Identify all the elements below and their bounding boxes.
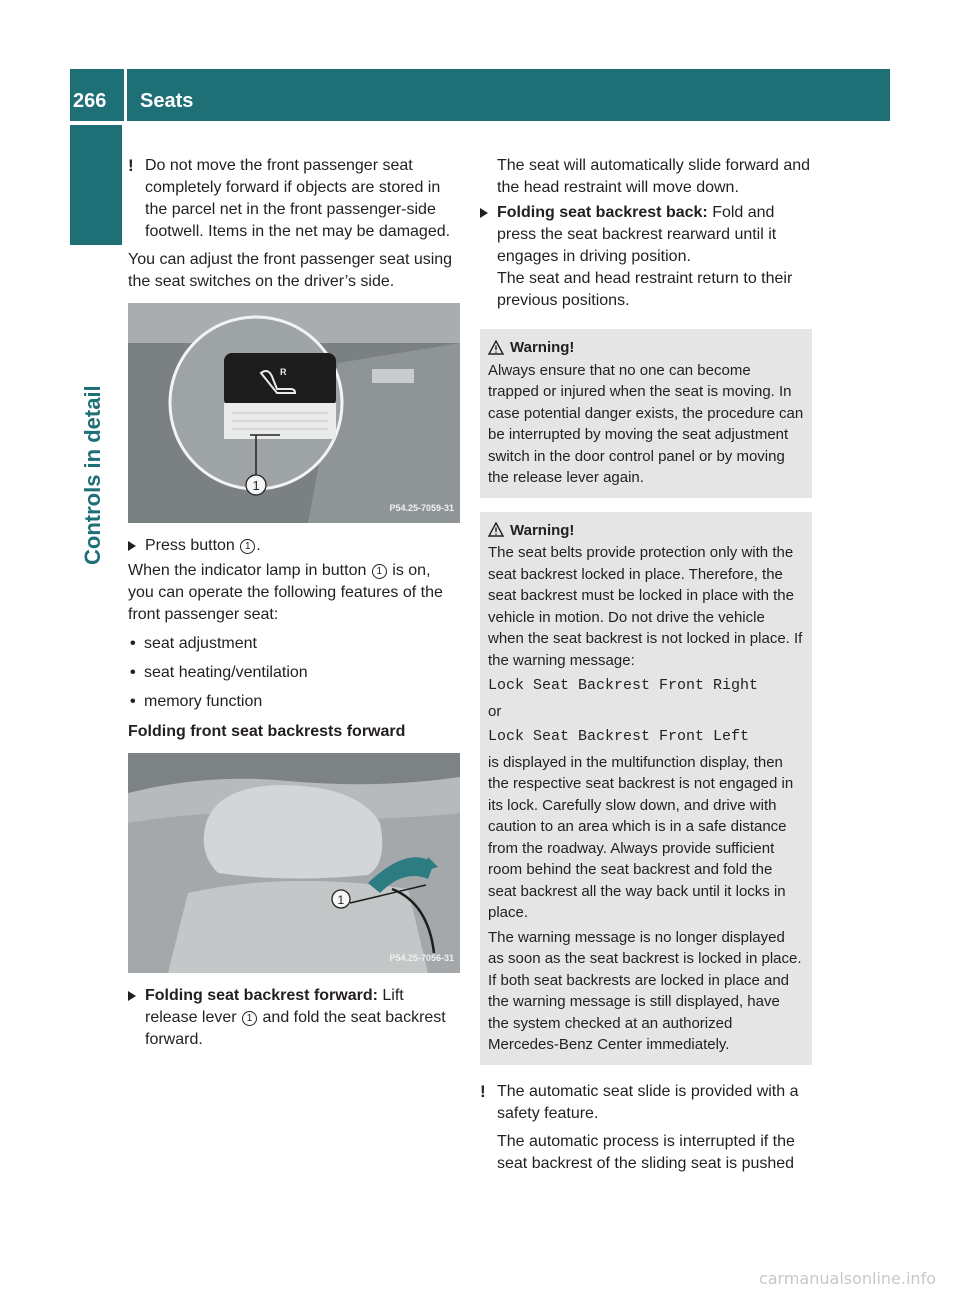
list-item-text: seat heating/ventilation <box>144 664 308 681</box>
section-heading: Folding front seat backrests forward <box>128 723 406 740</box>
body-paragraph: The seat will automatically slide forward and the head restraint will move down. <box>497 157 811 196</box>
instruction-step <box>128 535 460 557</box>
svg-text:1: 1 <box>337 893 345 907</box>
seat-button-illustration <box>128 303 460 523</box>
step-text-after: and fold the seat backrest forward. <box>145 1009 446 1048</box>
header-divider <box>124 69 127 121</box>
page-number: 266 <box>73 90 107 112</box>
note-text: The automatic seat slide is provided with a safety feature. <box>497 1082 799 1122</box>
warning-text: The warning message is no longer displayed as soon as the seat backrest is locked in place. If both seat backrests are locked in place and the warning message is still displayed, have the system checked at an authorized Mercedes-Benz Center immediately. <box>488 928 802 1053</box>
side-tab <box>70 125 122 245</box>
callout-1-icon: 1 <box>240 539 255 554</box>
warning-message-code: Lock Seat Backrest Front Right <box>488 677 759 694</box>
note-paragraph <box>480 1081 812 1125</box>
warning-text: is displayed in the multifunction display, then the respective seat backrest is not engaged in its lock. Carefully slow down, and drive with caution to an area which is in a safe distance from the roadway. Always provide sufficient room behind the seat backrest and fold the seat backrest all the way back until it locks in place. <box>488 753 794 921</box>
arrow-icon <box>480 208 488 218</box>
bullet-icon: • <box>130 693 136 710</box>
note-text: Do not move the front passenger seat completely forward if objects are stored in the parcel net in the front passenger-side footwell. Items in the net may be damaged. <box>145 157 451 240</box>
warning-triangle-icon <box>488 522 504 538</box>
para-text-after: is on, you can operate the following features of the front passenger seat: <box>128 562 443 623</box>
seat-button-photo <box>128 303 460 523</box>
note-text: The automatic process is interrupted if the seat backrest of the sliding seat is pushed <box>497 1132 795 1172</box>
svg-text:1: 1 <box>252 478 260 493</box>
warning-message-code: Lock Seat Backrest Front Left <box>488 728 750 745</box>
svg-text:R: R <box>280 367 287 377</box>
body-paragraph <box>128 560 460 626</box>
step-text-after: . <box>256 537 261 554</box>
list-item <box>128 691 460 713</box>
para-text-before: When the indicator lamp in button <box>128 562 367 579</box>
warning-title <box>488 337 804 359</box>
warning-text: The seat belts provide protection only with the seat backrest locked in place. Therefore, the seat backrest must be locked in place with the vehicle in motion. Do not drive the vehicle when the seat backrest is not locked in place. If the warning message: <box>488 544 803 669</box>
watermark: carmanualsonline.info <box>758 1269 936 1288</box>
callout-1-icon: 1 <box>242 1011 257 1026</box>
warning-text: Always ensure that no one can become trapped or injured when the seat is moving. In case potential danger exists, the procedure can be interrupted by moving the seat adjustment switch in the door control panel or by moving the release lever again. <box>488 361 804 486</box>
step-title: Folding seat backrest forward: <box>145 987 378 1004</box>
step-text-before: Press button <box>145 537 235 554</box>
left-column <box>128 155 460 1051</box>
arrow-icon <box>128 991 136 1001</box>
list-item <box>128 633 460 655</box>
note-paragraph <box>128 155 460 243</box>
warning-text: or <box>488 702 502 720</box>
step-result-text: The seat and head restraint return to their previous positions. <box>497 270 793 309</box>
step-text-before: Lift release lever <box>145 987 404 1026</box>
step-text: Fold and press the seat backrest rearward until it engages in driving position. <box>497 204 777 265</box>
figure-code: P54.25-7059-31 <box>389 503 454 513</box>
warning-triangle-icon <box>488 340 504 356</box>
warning-title-text: Warning! <box>510 339 575 356</box>
figure-code: P54.25-7056-31 <box>389 953 454 963</box>
arrow-icon <box>128 541 136 551</box>
right-column <box>480 155 812 1175</box>
warning-box <box>480 512 812 1065</box>
step-title: Folding seat backrest back: <box>497 204 708 221</box>
callout-1-icon: 1 <box>372 564 387 579</box>
list-item-text: seat adjustment <box>144 635 257 652</box>
bullet-icon: • <box>130 664 136 681</box>
feature-list <box>128 633 460 713</box>
list-item-text: memory function <box>144 693 263 710</box>
warning-title <box>488 520 804 542</box>
section-title: Seats <box>140 90 194 112</box>
list-item <box>128 662 460 684</box>
instruction-step <box>480 202 812 268</box>
warning-box <box>480 329 812 498</box>
instruction-step <box>128 985 460 1051</box>
warning-title-text: Warning! <box>510 521 575 539</box>
exclamation-icon: ! <box>480 1081 486 1101</box>
side-chapter-label: Controls in detail <box>80 385 105 565</box>
exclamation-icon: ! <box>128 156 134 175</box>
seat-backrest-illustration <box>128 753 460 973</box>
body-paragraph: You can adjust the front passenger seat using the seat switches on the driver’s side. <box>128 251 453 290</box>
seat-backrest-photo <box>128 753 460 973</box>
bullet-icon: • <box>130 635 136 652</box>
